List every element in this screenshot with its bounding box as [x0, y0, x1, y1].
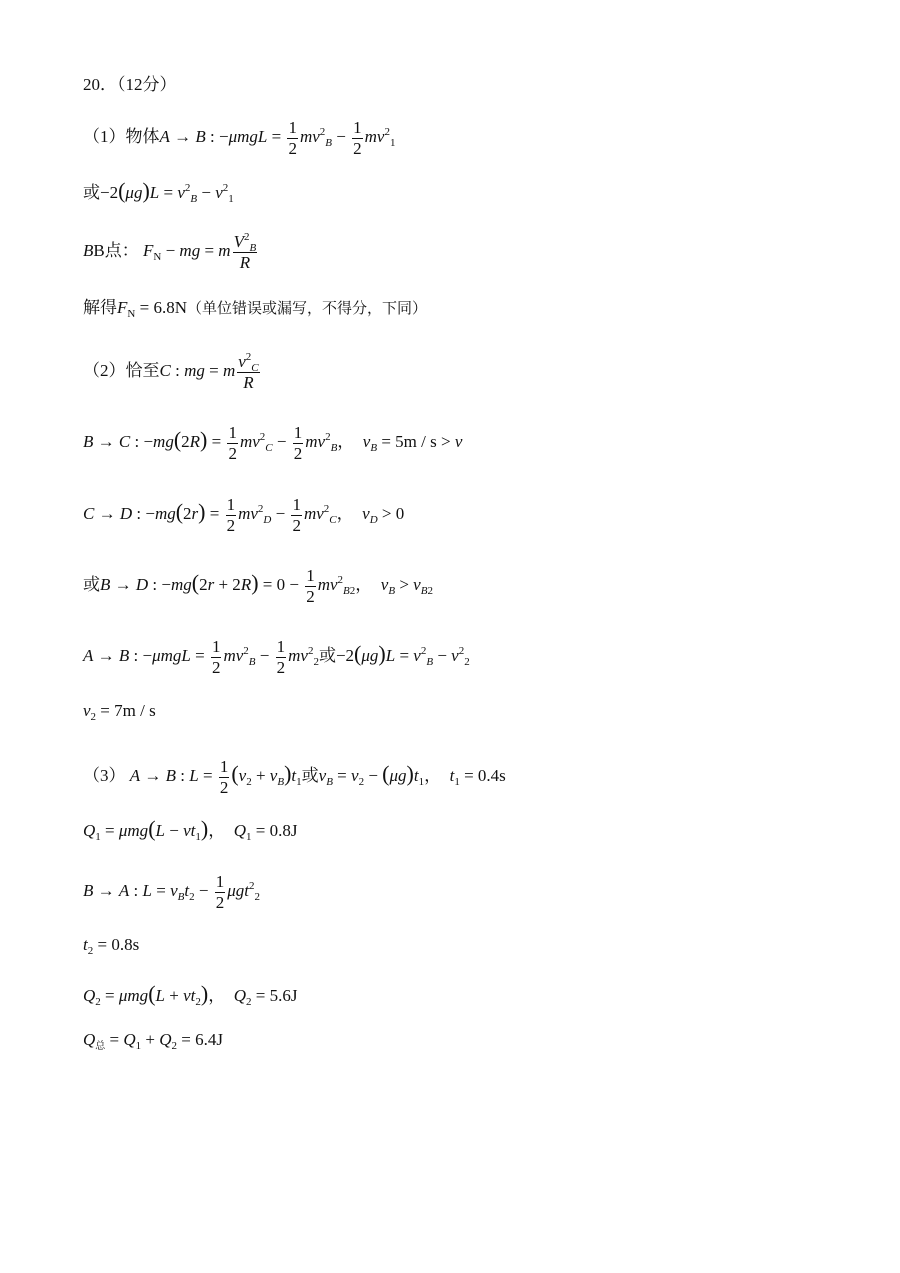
eq-part1-b-point: BB点： $F_N$ − mg = m $\frac{V^2_B}{R}$ [83, 231, 257, 272]
eq-part1-ab: （1）物体A → B : −μmgL = $\frac{1}{2}$ $mv^2_B$ − $\frac{1}{2}$ $mv^2_1$ [83, 118, 396, 158]
eq-part3-t2: $t_2 = 0.8s$ [83, 935, 140, 957]
eq-part1-alt: 或$-2(\mu g)L = v^2_B - v^2_1$ [83, 178, 234, 205]
label-solve: 解得 [83, 298, 117, 317]
label-or: 或 [83, 183, 100, 202]
eq-part1-result: 解得$F_N = 6.8N$（单位错误或漏写，不得分，下同） [83, 298, 427, 320]
eq-part2-v2: $v_2 = 7m / s$ [83, 701, 156, 723]
eq-part2-ab: A → B : −μmgL = $\frac{1}{2}$ $mv^2_B$ − $\frac{1}{2}$ $mv^2_2$或$-2(\mu g)L = v^2_B - v^2_2$ [83, 637, 470, 677]
label-part3: （3） [83, 765, 126, 785]
label-or: 或 [318, 645, 336, 665]
fn-value: 6.8N [153, 298, 187, 317]
label-part2: （2）恰至 [83, 360, 160, 380]
eq-part3-q2: $Q_2 = \mu mg(L + vt_2)$， $Q_2 = 5.6J$ [83, 981, 298, 1008]
eq-part3-qtotal: $Q_总 = Q_1 + Q_2 = 6.4J$ [83, 1030, 223, 1052]
eq-part3-ba: B → A : $L = v_Bt_2$ − $\frac{1}{2}$ μgt$^2_2$ [83, 872, 260, 912]
label-part1: （1）物体 [83, 126, 160, 146]
eq-part3-t1: （3） A → B : L = $\frac{1}{2}$ $(v_2 + v_B)t_1$或$v_B = v_2 - (\mu g)t_1$， $t_1 = 0.4s$ [83, 757, 506, 797]
label-or: 或 [301, 765, 319, 785]
comma: ， [208, 821, 226, 840]
eq-part2-c: （2）恰至C : mg = m $\frac{v^2_C}{R}$ [83, 351, 259, 392]
vb-value: 5m / s [395, 431, 437, 451]
eq-part3-q1: $Q_1 = \mu mg(L - vt_1)$， $Q_1 = 0.8J$ [83, 816, 298, 843]
comma: ， [424, 765, 442, 785]
label-b-point: B点： [93, 240, 139, 260]
question-heading: 20．（12分） [83, 75, 177, 94]
comma: ， [337, 431, 355, 451]
q2-value: 5.6J [269, 986, 298, 1005]
unit-note: （单位错误或漏写，不得分，下同） [186, 299, 427, 317]
eq-part2-bc: B → C : −mg(2R) = $\frac{1}{2}$ $mv^2_C$ − $\frac{1}{2}$ $mv^2_B$， $v_B = 5m / s > v$ [83, 423, 463, 463]
q1-value: 0.8J [269, 821, 298, 840]
comma: ， [336, 503, 354, 523]
v2-value: 7m / s [114, 701, 156, 720]
eq-part2-bd: 或B → D : −mg(2r + 2R) = 0 − $\frac{1}{2}$ $mv^2_{B2}$， $v_B > v_{B2}$ [83, 566, 433, 606]
comma: ， [355, 574, 373, 594]
t1-value: 0.4s [477, 765, 506, 785]
t2-value: 0.8s [111, 935, 140, 954]
eq-part2-cd: C → D : −mg(2r) = $\frac{1}{2}$ $mv^2_D$ − $\frac{1}{2}$ $mv^2_C$， $v_D > 0$ [83, 495, 405, 535]
label-or: 或 [83, 574, 100, 594]
comma: ， [208, 986, 226, 1005]
qtotal-value: 6.4J [195, 1030, 223, 1049]
